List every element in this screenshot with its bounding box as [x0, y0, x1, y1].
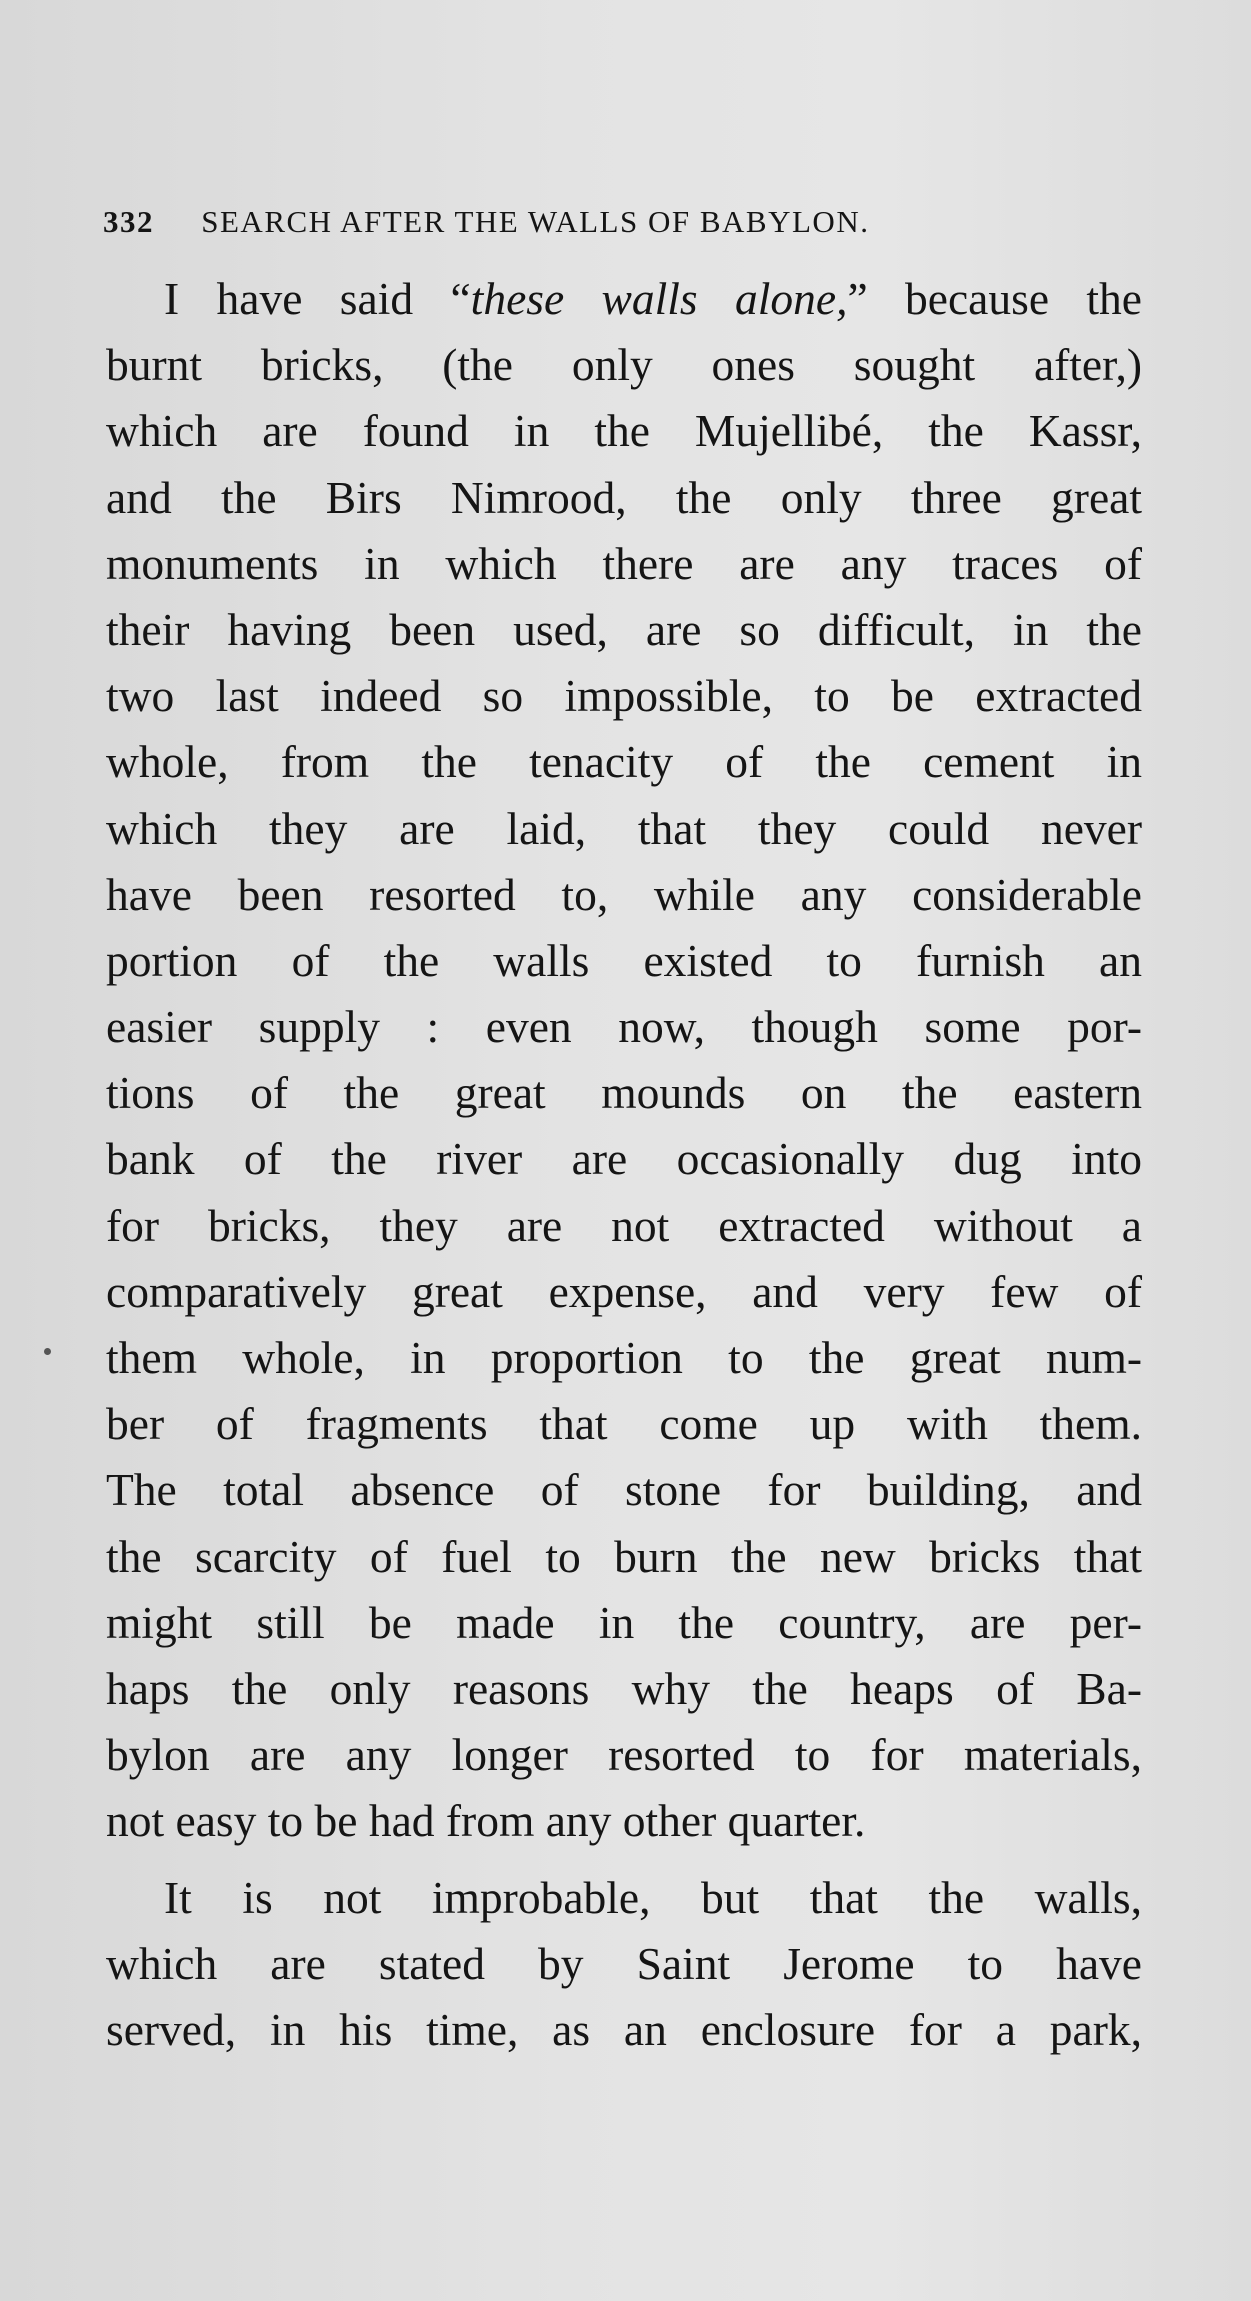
text-line: have been resorted to, while any considerable [106, 868, 1142, 920]
text-line: tions of the great mounds on the eastern [106, 1067, 1142, 1119]
text-line: bylon are any longer resorted to for materials, [106, 1729, 1142, 1781]
text-line [106, 266, 1142, 332]
text-line: easier supply : even now, though some por- [106, 1001, 1142, 1053]
text-line: served, in his time, as an enclosure for a park, [106, 2003, 1142, 2055]
text-line: The total absence of stone for building, and [106, 1464, 1142, 1516]
body-text [106, 266, 1142, 2063]
text-line: bank of the river are occasionally dug into [106, 1133, 1142, 1185]
text-line: comparatively great expense, and very few of [106, 1265, 1142, 1317]
text-line: them whole, in proportion to the great num- [106, 1332, 1142, 1383]
running-head-title: SEARCH AFTER THE WALLS OF BABYLON. [201, 204, 870, 239]
text-line: which they are laid, that they could never [106, 802, 1142, 854]
text-line: and the Birs Nimrood, the only three great [106, 471, 1142, 523]
margin-speck [44, 1348, 51, 1355]
text-line: ber of fragments that come up with them. [106, 1398, 1142, 1450]
text-line: burnt bricks, (the only ones sought after,) [106, 339, 1142, 391]
text-line: not easy to be had from any other quarter. [106, 1795, 866, 1847]
text-line: It is not improbable, but that the walls, [164, 1871, 1142, 1923]
page-number: 332 [103, 204, 154, 239]
text-line: whole, from the tenacity of the cement in [106, 736, 1142, 788]
text-line: two last indeed so impossible, to be extracted [106, 670, 1142, 722]
text-segment: I have said “ [164, 273, 471, 324]
running-head [103, 204, 1143, 244]
text-line: which are found in the Mujellibé, the Kassr, [106, 405, 1142, 457]
text-line: their having been used, are so difficult, in the [106, 603, 1142, 655]
italic-quote: these walls alone, [470, 273, 848, 324]
text-line: monuments in which there are any traces of [106, 537, 1142, 589]
text-segment: ” because the [847, 273, 1142, 324]
text-line: which are stated by Saint Jerome to have [106, 1937, 1142, 1989]
text-line: for bricks, they are not extracted without a [106, 1199, 1142, 1251]
text-line: haps the only reasons why the heaps of Ba- [106, 1662, 1142, 1714]
text-line: might still be made in the country, are per- [106, 1596, 1142, 1648]
text-line: the scarcity of fuel to burn the new bricks that [106, 1530, 1142, 1582]
text-line: portion of the walls existed to furnish an [106, 934, 1142, 986]
